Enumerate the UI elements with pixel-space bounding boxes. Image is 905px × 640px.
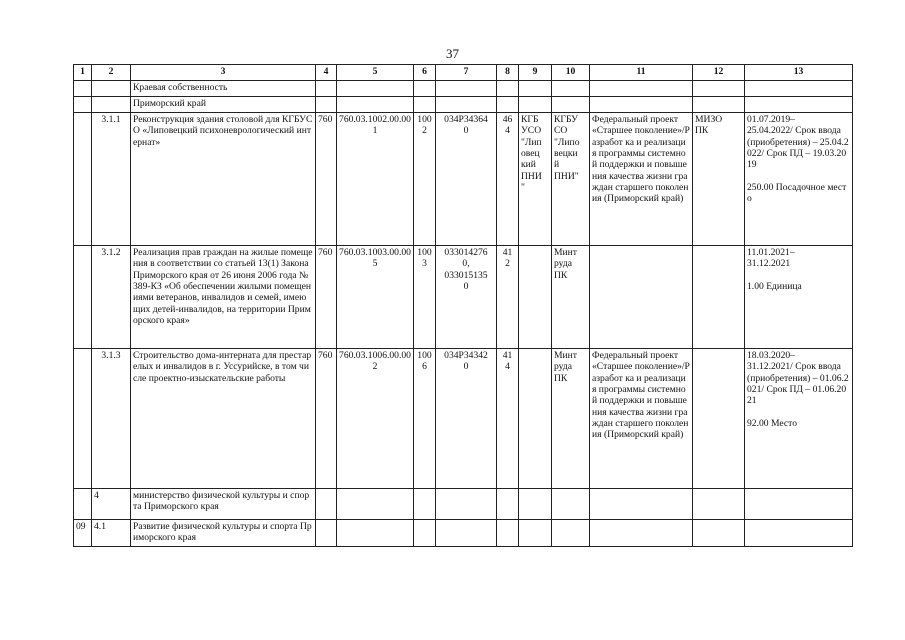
table-cell: 41 4	[497, 349, 519, 489]
table-cell: 100 3	[414, 246, 436, 349]
header-cell: 4	[316, 65, 337, 81]
table-cell	[693, 246, 745, 349]
investment-objects-table	[73, 64, 853, 547]
table-cell: Минт руда ПК	[552, 349, 590, 489]
ministry-row	[74, 489, 853, 520]
table-cell: 18.03.2020– 31.12.2021/ Срок ввода (приобретения) – 01.06.2021/ Срок ПД – 01.06.2021 92.00 Место	[745, 349, 853, 489]
table-cell	[693, 349, 745, 489]
header-cell: 9	[519, 65, 552, 81]
table-cell: 034Р34342 0	[436, 349, 497, 489]
section-label: Краевая собственность	[131, 81, 316, 97]
header-cell: 7	[436, 65, 497, 81]
header-cell: 6	[414, 65, 436, 81]
object-name: Реконструкция здания столовой для КГБУСО «Липовецкий психоневрологический интернат»	[131, 113, 316, 246]
table-cell: КГБ УСО "Лип овец кий ПНИ "	[519, 113, 552, 246]
table-cell	[519, 246, 552, 349]
table-row	[74, 113, 853, 246]
table-cell	[590, 246, 693, 349]
row-number: 4	[92, 489, 131, 520]
table-cell: Федеральный проект «Старшее поколение»/Разработ ка и реализация программы системной поддержки и повышения качества жизни граждан старшего поколения (Приморский край)	[590, 349, 693, 489]
section-row-region	[74, 97, 853, 113]
object-name: Реализация прав граждан на жилые помещения в соответствии со статьей 13(1) Закона Приморского края от 26 июня 2006 года № 389-КЗ «Об обеспечении жилыми помещениями ветеранов, инвалидов и семей, имеющих детей-инвалидов, на территории Приморского края»	[131, 246, 316, 349]
header-cell: 10	[552, 65, 590, 81]
program-code: 09	[74, 520, 92, 547]
header-cell: 8	[497, 65, 519, 81]
row-number: 3.1.3	[92, 349, 131, 489]
table-cell: МИЗО ПК	[693, 113, 745, 246]
table-cell: 41 2	[497, 246, 519, 349]
table-cell: 760	[316, 349, 337, 489]
section-label: Приморский край	[131, 97, 316, 113]
header-cell: 11	[590, 65, 693, 81]
header-cell: 1	[74, 65, 92, 81]
header-cell: 3	[131, 65, 316, 81]
table-row	[74, 246, 853, 349]
table-cell: 760.03.1002.00.00 1	[337, 113, 414, 246]
header-row	[74, 65, 853, 81]
section-row-property	[74, 81, 853, 97]
table-cell: 760	[316, 113, 337, 246]
program-name: Развитие физической культуры и спорта Приморского края	[131, 520, 316, 547]
table-cell: КГБУ СО "Липо вецки й ПНИ"	[552, 113, 590, 246]
header-cell: 2	[92, 65, 131, 81]
table-cell: 100 6	[414, 349, 436, 489]
table-row	[74, 349, 853, 489]
table-cell: 01.07.2019– 25.04.2022/ Срок ввода (приобретения) – 25.04.2022/ Срок ПД – 19.03.2019 250.00 Посадочное место	[745, 113, 853, 246]
row-number: 3.1.2	[92, 246, 131, 349]
table-cell	[519, 349, 552, 489]
table-cell: 46 4	[497, 113, 519, 246]
table-cell: 11.01.2021– 31.12.2021 1.00 Единица	[745, 246, 853, 349]
header-cell: 12	[693, 65, 745, 81]
row-number: 3.1.1	[92, 113, 131, 246]
table-cell: 760.03.1006.00.00 2	[337, 349, 414, 489]
table-cell: Федеральный проект «Старшее поколение»/Разработ ка и реализация программы системной поддержки и повышения качества жизни граждан старшего поколения (Приморский край)	[590, 113, 693, 246]
program-row	[74, 520, 853, 547]
ministry-name: министерство физической культуры и спорта Приморского края	[131, 489, 316, 520]
table-cell: 100 2	[414, 113, 436, 246]
header-cell: 5	[337, 65, 414, 81]
table-cell: 760.03.1003.00.00 5	[337, 246, 414, 349]
page-number: 37	[446, 46, 459, 61]
table-cell: Минт руда ПК	[552, 246, 590, 349]
table-cell: 033014276 0, 033015135 0	[436, 246, 497, 349]
object-name: Строительство дома-интерната для престарелых и инвалидов в г. Уссурийске, в том числе проектно-изыскательские работы	[131, 349, 316, 489]
table-cell: 034Р34364 0	[436, 113, 497, 246]
table-cell: 760	[316, 246, 337, 349]
header-cell: 13	[745, 65, 853, 81]
row-number: 4.1	[92, 520, 131, 547]
